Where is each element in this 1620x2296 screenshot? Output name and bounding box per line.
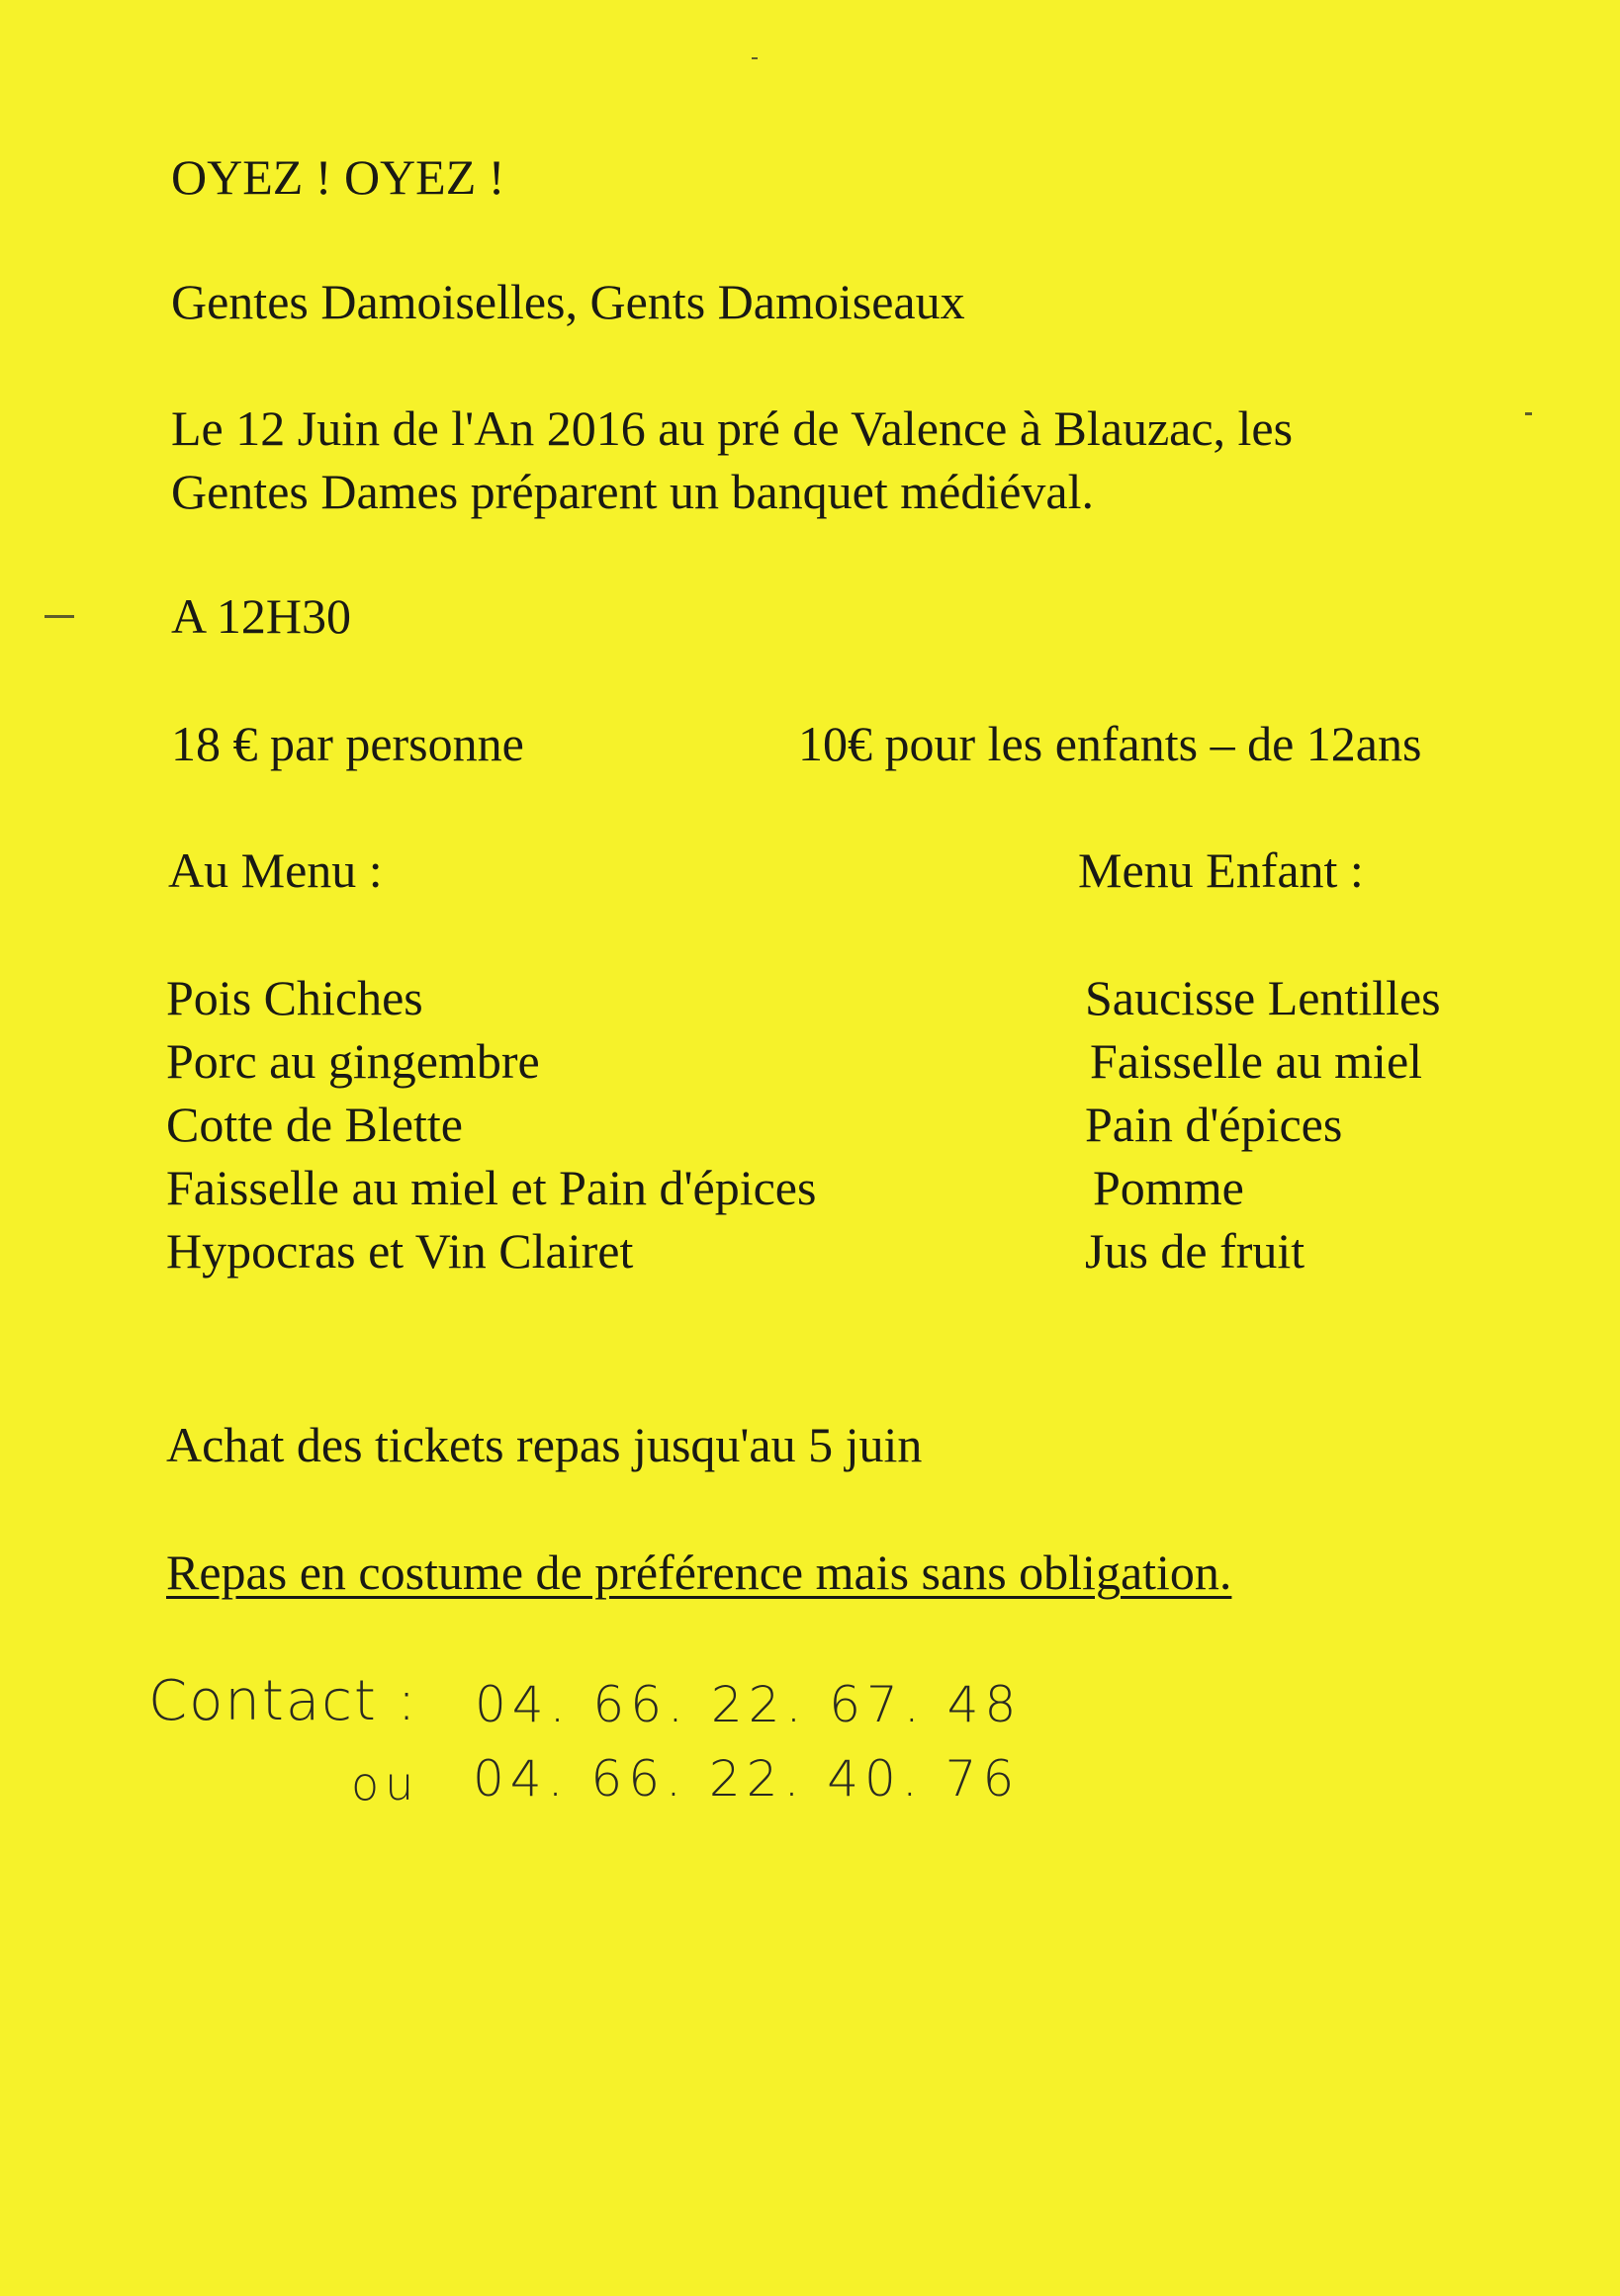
greeting: Gentes Damoiselles, Gents Damoiseaux [171,274,965,329]
menu-item: Pois Chiches [166,970,423,1025]
contact-phone-2: 04. 66. 22. 40. 76 [473,1750,1021,1808]
announcement-line-2: Gentes Dames préparent un banquet médiéval. [171,464,1094,519]
contact-or: ou [351,1757,420,1810]
costume-note: Repas en costume de préférence mais sans obligation. [166,1545,1232,1600]
contact-phone-1: 04. 66. 22. 67. 48 [475,1676,1023,1733]
menu-item: Faisselle au miel et Pain d'épices [166,1160,817,1215]
scan-mark-left [45,615,74,618]
menu-item: Cotte de Blette [166,1097,463,1152]
menu-child-item: Pomme [1093,1160,1244,1215]
menu-child-item: Faisselle au miel [1090,1033,1423,1089]
heading: OYEZ ! OYEZ ! [171,149,505,205]
menu-item: Porc au gingembre [166,1033,540,1089]
announcement-line-1: Le 12 Juin de l'An 2016 au pré de Valence à Blauzac, les [171,400,1294,456]
contact-label: Contact : [148,1669,418,1733]
menu-child-title: Menu Enfant : [1078,842,1364,898]
menu-child-item: Saucisse Lentilles [1085,970,1441,1025]
price-child: 10€ pour les enfants – de 12ans [798,716,1422,771]
menu-title: Au Menu : [168,842,383,898]
menu-child-item: Jus de fruit [1085,1223,1305,1279]
scan-mark-right [1525,412,1532,415]
tickets-note: Achat des tickets repas jusqu'au 5 juin [166,1417,923,1472]
menu-item: Hypocras et Vin Clairet [166,1223,634,1279]
price-adult: 18 € par personne [171,716,524,771]
event-time: A 12H30 [171,588,351,644]
menu-child-item: Pain d'épices [1085,1097,1343,1152]
scan-mark-top [752,57,758,59]
